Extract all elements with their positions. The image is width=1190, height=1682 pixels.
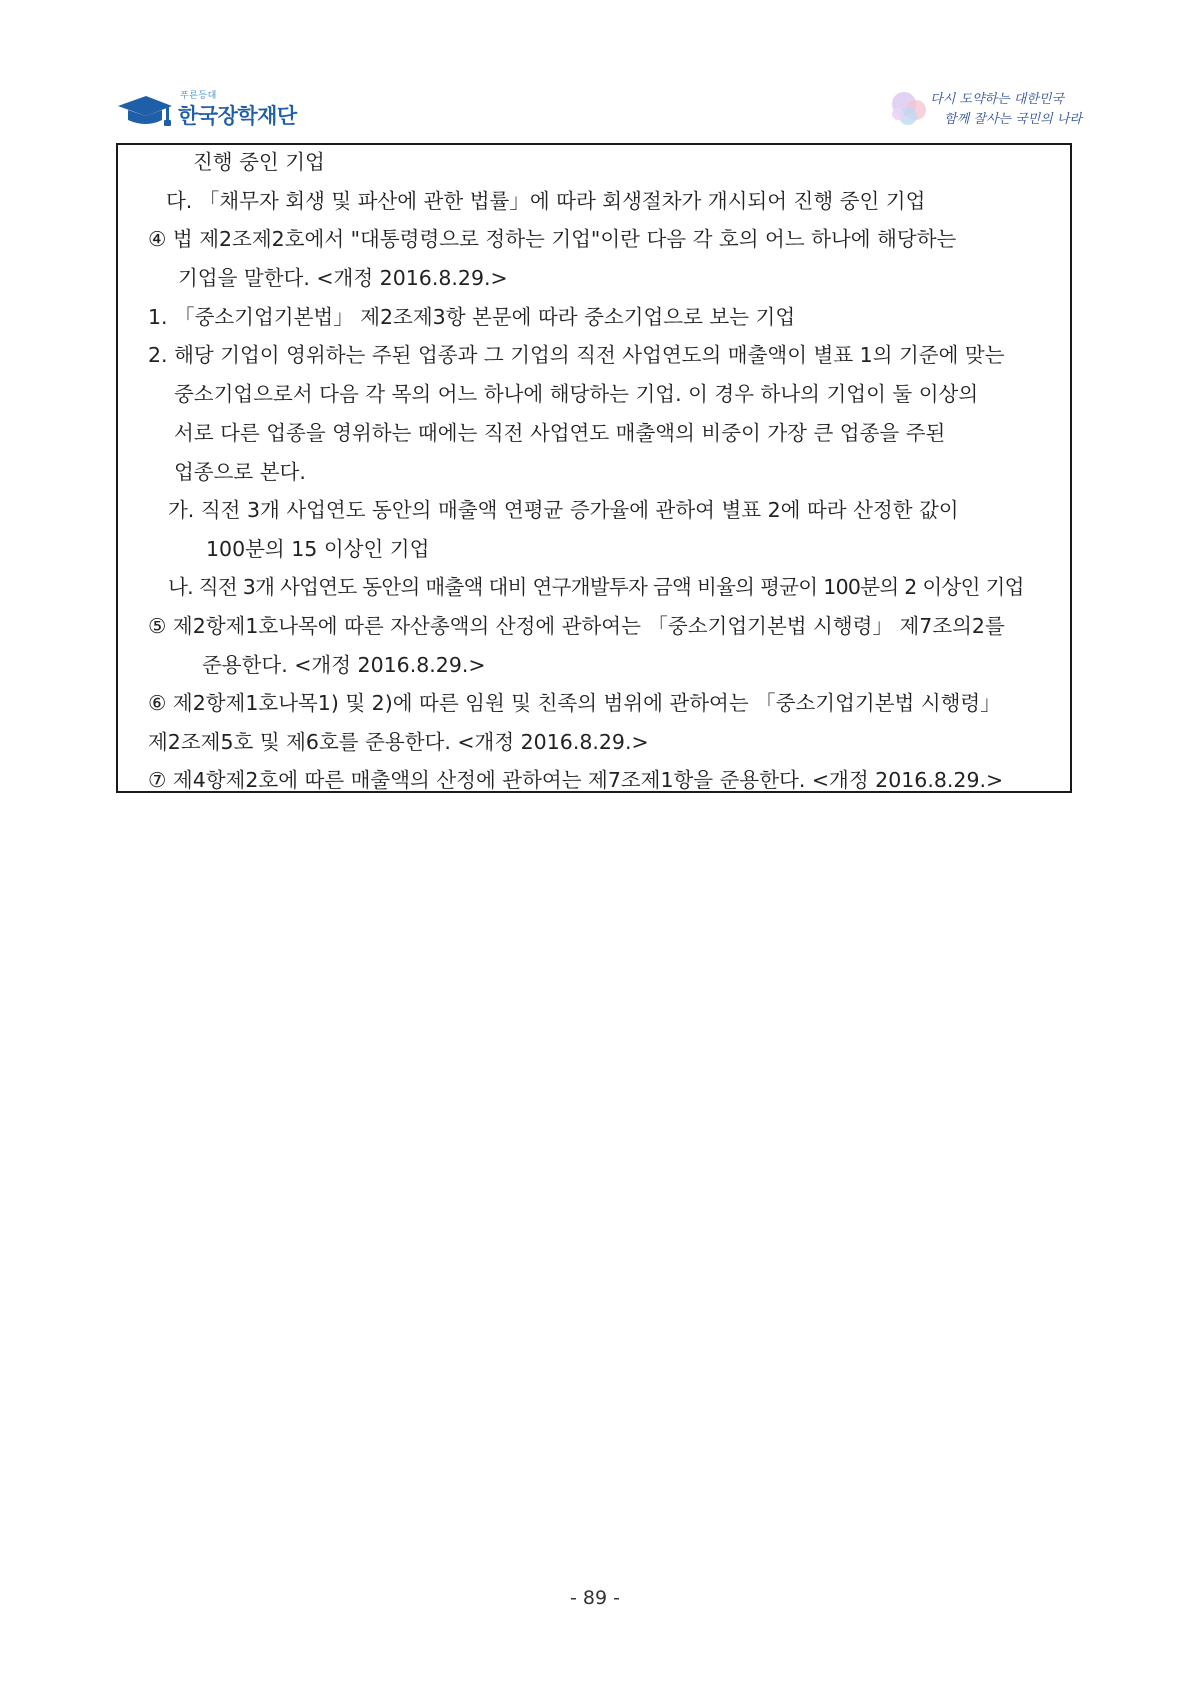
text-line: 업종으로 본다. bbox=[174, 460, 306, 484]
text-line: 중소기업으로서 다음 각 목의 어느 하나에 해당하는 기업. 이 경우 하나의 기업이 둘 이상의 bbox=[174, 382, 979, 406]
text-line: 가. 직전 3개 사업연도 동안의 매출액 연평균 증가율에 관하여 별표 2에 따라 산정한 값이 bbox=[168, 498, 959, 522]
text-line: 기업을 말한다. <개정 2016.8.29.> bbox=[178, 266, 508, 290]
text-line: 제2조제5호 및 제6호를 준용한다. <개정 2016.8.29.> bbox=[148, 730, 649, 754]
slogan-line-2: 함께 잘사는 국민의 나라 bbox=[944, 112, 1082, 127]
logo-tagline: 푸른등대 bbox=[180, 91, 217, 101]
text-line: 서로 다른 업종을 영위하는 때에는 직전 사업연도 매출액의 비중이 가장 큰 업종을 주된 bbox=[174, 421, 946, 445]
text-line: 100분의 15 이상인 기업 bbox=[206, 537, 430, 561]
text-line: 2. 해당 기업이 영위하는 주된 업종과 그 기업의 직전 사업연도의 매출액이 별표 1의 기준에 맞는 bbox=[148, 343, 1005, 367]
text-line: ④ 법 제2조제2호에서 "대통령령으로 정하는 기업"이란 다음 각 호의 어느 하나에 해당하는 bbox=[148, 227, 957, 251]
text-line: ⑥ 제2항제1호나목1) 및 2)에 따른 임원 및 친족의 범위에 관하여는 「중소기업기본법 시행령」 bbox=[148, 691, 1001, 715]
text-line: 1. 「중소기업기본법」 제2조제3항 본문에 따라 중소기업으로 보는 기업 bbox=[148, 305, 796, 329]
text-line: 진행 중인 기업 bbox=[193, 150, 325, 174]
text-line: ⑤ 제2항제1호나목에 따른 자산총액의 산정에 관하여는 「중소기업기본법 시행령」 제7조의2를 bbox=[148, 614, 1005, 638]
slogan-line-1: 다시 도약하는 대한민국 bbox=[930, 92, 1064, 107]
logo-name: 한국장학재단 bbox=[178, 104, 297, 128]
text-line: 준용한다. <개정 2016.8.29.> bbox=[202, 653, 486, 677]
text-line: 다. 「채무자 회생 및 파산에 관한 법률」에 따라 회생절차가 개시되어 진행 중인 기업 bbox=[166, 189, 926, 213]
government-slogan bbox=[886, 82, 1082, 134]
graduation-cap-icon bbox=[116, 92, 172, 130]
page-number: - 89 - bbox=[570, 1587, 620, 1609]
regulation-text-box bbox=[116, 143, 1072, 793]
foundation-logo bbox=[116, 86, 296, 130]
text-line: ⑦ 제4항제2호에 따른 매출액의 산정에 관하여는 제7조제1항을 준용한다. <개정 2016.8.29.> bbox=[148, 768, 1004, 792]
text-line: 나. 직전 3개 사업연도 동안의 매출액 대비 연구개발투자 금액 비율의 평균이 100분의 2 이상인 기업 bbox=[168, 575, 1024, 599]
